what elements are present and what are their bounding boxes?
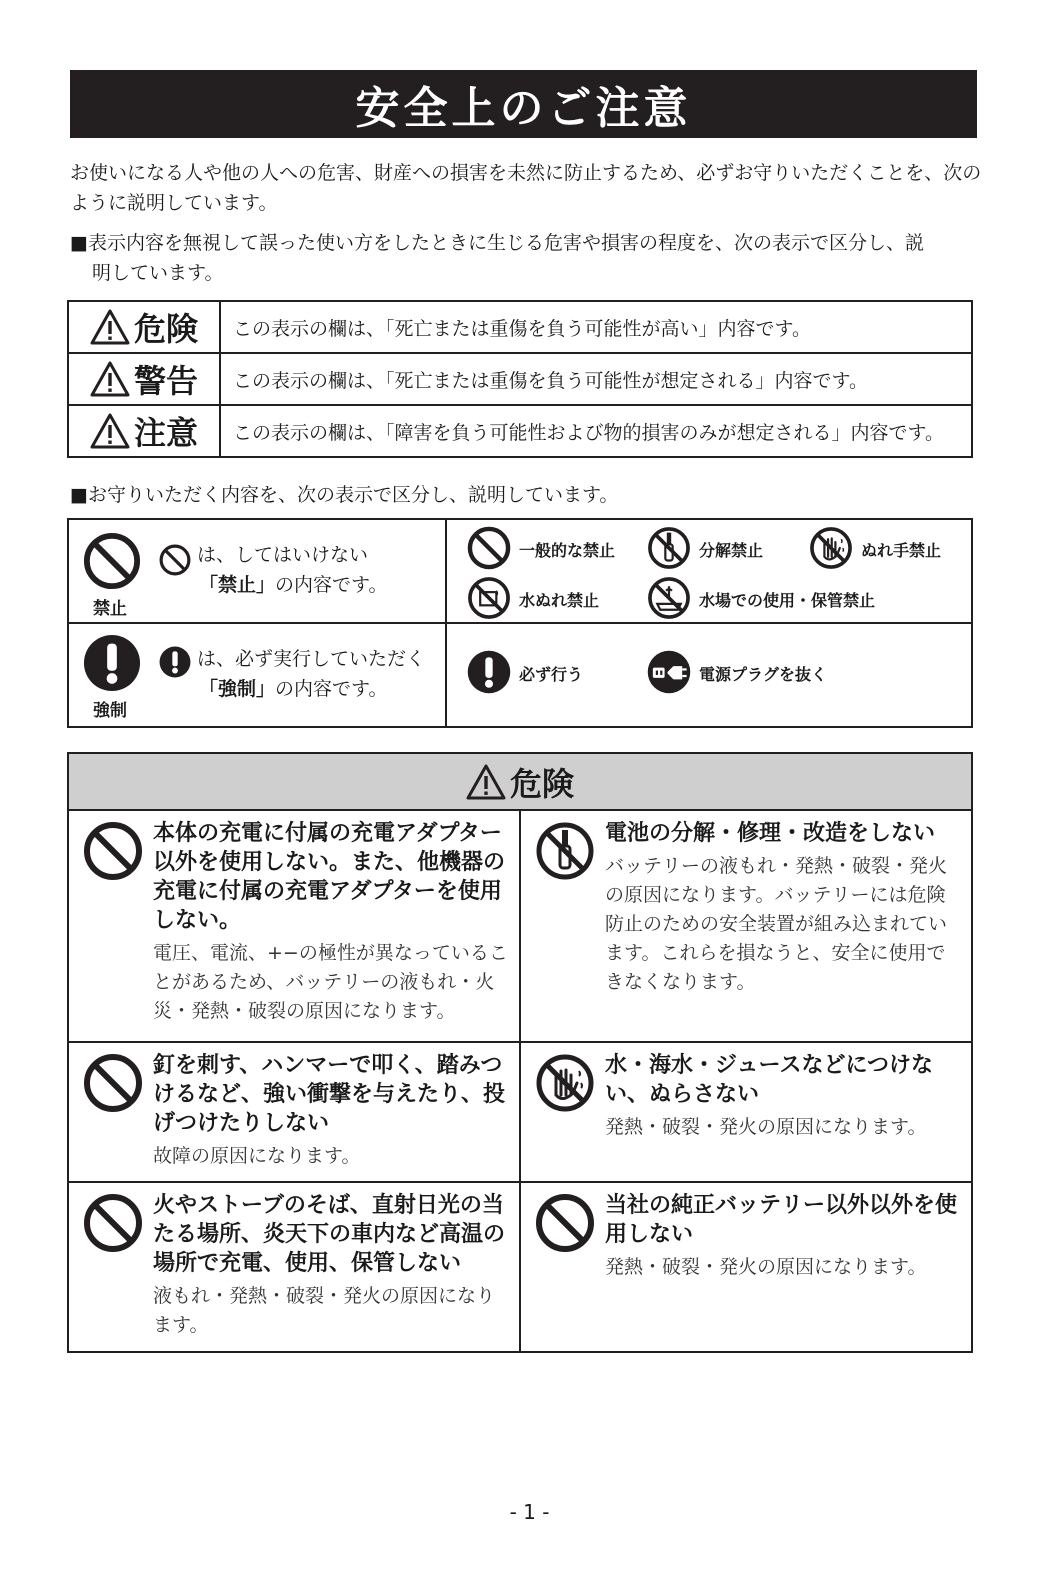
icon-label: 一般的な禁止 [519,541,616,560]
symbols-table [67,518,973,728]
symbols-note: ■お守りいただく内容を、次の表示で区分し、説明しています。 [70,484,619,506]
warning-triangle-icon [466,764,506,800]
danger-item [520,1042,972,1182]
warning-triangle-icon [90,413,130,449]
prohibit-label: 禁止 [93,599,127,619]
danger-item-heading: 水・海水・ジュースなどにつけない、ぬらさない [605,1053,934,1107]
danger-header-label: 危険 [509,764,574,803]
page-number: - 1 - [509,1500,550,1524]
level-description: この表示の欄は、「死亡または重傷を負う可能性が想定される」内容です。 [220,353,972,405]
prohibit-icon [83,532,141,590]
danger-item-heading: 当社の純正バッテリー以外以外を使用しない [605,1193,958,1247]
levels-note-line1: ■表示内容を無視して誤った使い方をしたときに生じる危害や損害の程度を、次の表示で区分し、説 [70,232,924,254]
no-wet-hands-icon [535,1053,595,1113]
mandatory-desc-emphasis: 「強制」 [199,678,276,700]
mandatory-icon [83,634,141,692]
warning-triangle-icon [90,361,130,397]
icon-label: 分解禁止 [699,541,764,560]
icon-label: ぬれ手禁止 [861,541,942,560]
danger-item [520,810,972,1042]
level-description: この表示の欄は、「死亡または重傷を負う可能性が高い」内容です。 [220,301,972,353]
levels-note-line2: 明しています。 [92,262,224,284]
danger-item-body: 電圧、電流、+−の極性が異なっていることがあるため、バッテリーの液もれ・火災・発熱・破裂の原因になります。 [153,942,508,1022]
prohibit-icon [83,821,143,881]
page-title: 安全上のご注意 [70,70,977,138]
no-water-icon [467,576,511,620]
no-water-place-icon [647,576,691,620]
danger-item [68,1182,520,1352]
danger-item-body: バッテリーの液もれ・発熱・破裂・発火の原因になります。バッテリーには危険防止のための安全装置が組み込まれています。これらを損なうと、安全に使用できなくなります。 [605,855,948,993]
danger-item-heading: 電池の分解・修理・改造をしない [605,821,936,846]
level-row-warning [68,353,972,405]
danger-item-heading: 釘を刺す、ハンマーで叩く、踏みつけるなど、強い衝撃を与えたり、投げつけたりしない [153,1053,506,1136]
hazard-levels-table [67,300,973,458]
general-prohibit-icon [467,526,511,570]
icon-label: 必ず行う [519,665,584,684]
symbol-row-prohibit [68,519,972,623]
danger-item [68,1042,520,1182]
icon-label: 電源プラグを抜く [699,665,828,684]
danger-item-body: 発熱・破裂・発火の原因になります。 [605,1256,927,1278]
mandatory-label: 強制 [93,701,127,721]
mandatory-desc-line1: は、必ず実行していただく [197,648,426,670]
danger-item [520,1182,972,1352]
danger-section [67,752,973,1353]
no-wet-hands-icon [809,526,853,570]
danger-item-body: 液もれ・発熱・破裂・発火の原因になります。 [153,1285,496,1336]
intro-text: お使いになる人や他の人への危害、財産への損害を未然に防止するため、必ずお守りいただくことを、次のように説明しています。 [70,162,982,214]
prohibit-small-icon [159,544,191,576]
level-label: 危険 [133,310,198,348]
prohibit-desc-emphasis: 「禁止」 [199,574,276,596]
no-disassembly-icon [647,526,691,570]
levels-note [70,228,924,288]
danger-item-heading: 火やストーブのそば、直射日光の当たる場所、炎天下の車内など高温の場所で充電、使用、保管しない [153,1193,506,1276]
level-row-caution [68,405,972,457]
icon-label: 水場での使用・保管禁止 [699,591,876,610]
level-label: 警告 [133,362,198,400]
must-do-icon [467,650,511,694]
level-description: この表示の欄は、「障害を負う可能性および物的損害のみが想定される」内容です。 [220,405,972,457]
icon-label: 水ぬれ禁止 [519,591,600,610]
danger-item-body: 故障の原因になります。 [153,1145,361,1167]
warning-triangle-icon [90,309,130,345]
danger-item-heading: 本体の充電に付属の充電アダプター以外を使用しない。また、他機器の充電に付属の充電アダプターを使用しない。 [153,821,506,933]
prohibit-desc-line2: の内容です。 [275,574,388,596]
mandatory-small-icon [159,646,191,678]
no-disassembly-icon [535,821,595,881]
danger-item-body: 発熱・破裂・発火の原因になります。 [605,1116,927,1138]
symbol-row-mandatory [68,623,972,727]
level-label: 注意 [133,414,198,452]
unplug-icon [647,650,691,694]
prohibit-desc-line1: は、してはいけない [197,544,369,566]
prohibit-icon [83,1053,143,1113]
prohibit-icon [535,1193,595,1253]
mandatory-desc-line2: の内容です。 [275,678,388,700]
danger-header [68,753,972,810]
danger-item [68,810,520,1042]
prohibit-icon [83,1193,143,1253]
level-row-danger [68,301,972,353]
